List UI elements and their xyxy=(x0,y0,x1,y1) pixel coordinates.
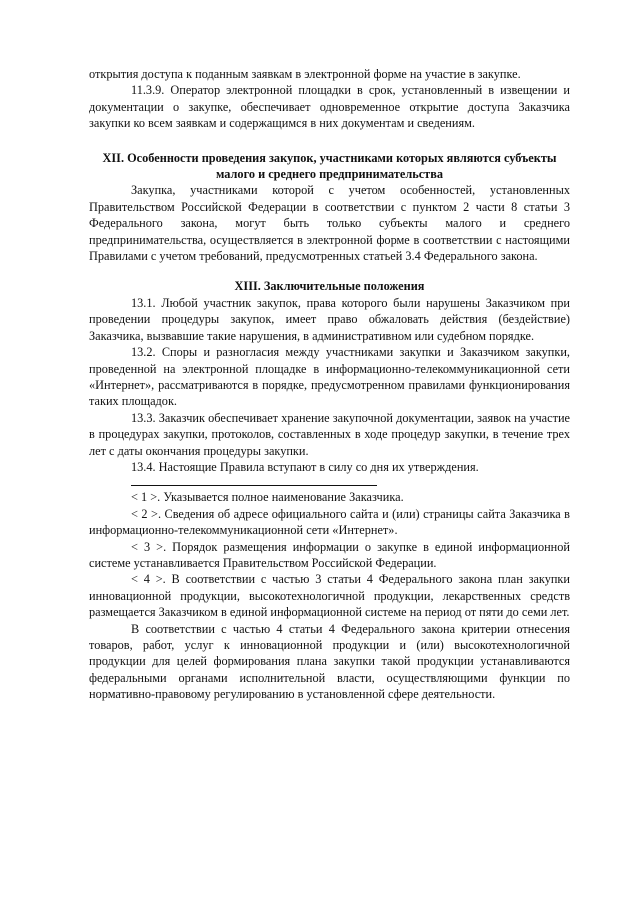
spacer xyxy=(89,132,570,150)
footnote-1: < 1 >. Указывается полное наименование Заказчика. xyxy=(131,490,404,505)
paragraph-13-1: 13.1. Любой участник закупок, права которого были нарушены Заказчиком при проведении процедуры закупок, имеет право обжаловать действия (бездействие) Заказчика, вызвавшие такие нарушения, в административном или судебном порядке. xyxy=(89,295,570,343)
footnote-2: < 2 >. Сведения об адресе официального сайта и (или) страницы сайта Заказчика в информационно-телекоммуникационной сети «Интернет». xyxy=(89,506,570,538)
footnote-3: < 3 >. Порядок размещения информации о закупке в единой информационной системе устанавливается Правительством Российской Федерации. xyxy=(89,539,570,570)
spacer xyxy=(89,264,570,278)
paragraph-continuation: открытия доступа к поданным заявкам в электронной форме на участие в закупке. xyxy=(89,67,521,81)
footnote-4-continuation: В соответствии с частью 4 статьи 4 Федерального закона критерии отнесения товаров, работ, услуг к инновационной продукции и (или) высокотехнологичной продукции для целей формирования плана закупки такой продукции устанавливаются федеральными органами исполнительной власти, осуществляющими функции по нормативно-правовому регулированию в установленной сфере деятельности. xyxy=(89,621,570,702)
footnote-separator xyxy=(131,485,377,486)
section-xiii-heading: XIII. Заключительные положения xyxy=(234,279,425,294)
paragraph-13-3: 13.3. Заказчик обеспечивает хранение закупочной документации, заявок на участие в процедурах закупки, протоколов, составленных в ходе процедур закупки, в течение трех лет с даты окончания процедуры закупки. xyxy=(89,410,570,458)
paragraph-13-2: 13.2. Споры и разногласия между участниками закупки и Заказчиком закупки, проведенной на электронной площадке в информационно-телекоммуникационной сети «Интернет», рассматриваются в порядке, предусмотренном правилами функционирования таких площадок. xyxy=(89,345,570,409)
section-xii-heading: XII. Особенности проведения закупок, участниками которых являются субъекты малого и среднего предпринимательства xyxy=(102,150,557,182)
paragraph-13-4: 13.4. Настоящие Правила вступают в силу со дня их утверждения. xyxy=(131,459,479,474)
paragraph-xii-body: Закупка, участниками которой с учетом особенностей, установленных Правительством Российской Федерации в соответствии с пунктом 2 части 8 статьи 3 Федерального закона, могут быть только субъекты малого и среднего предпринимательства, осуществляется в электронной форме в соответствии с настоящими Правилами с учетом требований, предусмотренных статьей 3.4 Федерального закона. xyxy=(89,183,570,264)
footnote-4: < 4 >. В соответствии с частью 3 статьи 4 Федерального закона план закупки инновационной продукции, высокотехнологичной продукции, лекарственных средств размещается Заказчиком в единой информационной системе на период от пяти до семи лет. xyxy=(89,572,570,620)
paragraph-11-3-9: 11.3.9. Оператор электронной площадки в срок, установленный в извещении и документации о закупке, обеспечивает одновременное открытие доступа Заказчика закупки ко всем заявкам и содержащимся в них документам и сведениям. xyxy=(89,83,570,131)
